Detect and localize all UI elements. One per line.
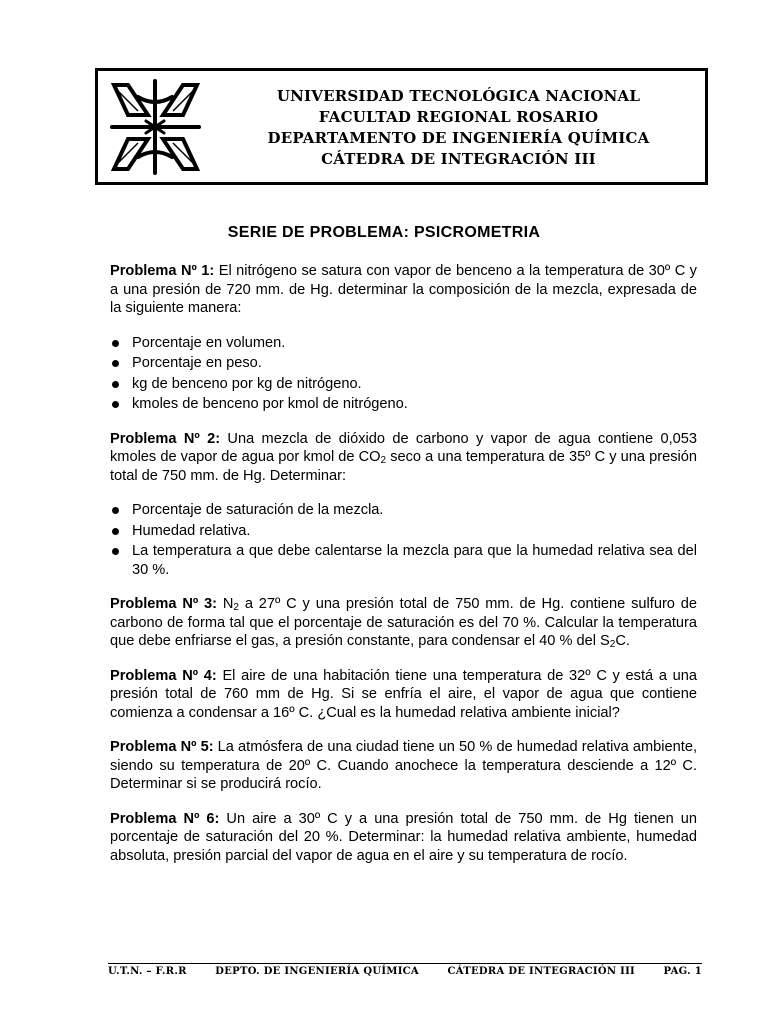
document-title: SERIE DE PROBLEMA: PSICROMETRIA [227,224,541,241]
list-item: La temperatura a que debe calentarse la mezcla para que la humedad relativa sea del 30 %. [110,542,697,579]
problem-2-label: Problema Nº 2: [110,430,221,447]
problem-1 [110,262,697,318]
page-number: PAG. 1 [663,966,702,977]
institution-header [248,86,669,170]
problem-3: Problema Nº 3: $N_2$ a 27º C y una presión total de 750 mm. de Hg. contiene sulfuro de carbono de forma tal que el porcentaje de saturación es del 70 %. Calcular la temperatura que debe enfriarse el gas, a presión constante, para condensar el 40 % del $S_2C$. [110,596,697,650]
problem-1-label: Problema Nº 1: [110,263,215,279]
list-item: kmoles de benceno por kmol de nitrógeno. [110,395,697,414]
bullet-icon [112,401,119,408]
problem-2: Problema Nº 2: Una mezcla de dióxido de carbono y vapor de agua contiene 0,053 kmoles de vapor de agua por kmol de $CO_2$ seco a una temperatura de 35º C y una presión total de 750 mm. de Hg. Determinar: [110,430,697,484]
bullet-icon [112,340,119,347]
problem-4: Problema Nº 4: El aire de una habitación tiene una temperatura de 32º C y está a una presión total de 760 mm de Hg. Si se enfría el aire, el vapor de agua que contiene comienza a condensar a 16º C. ¿Cual es la humedad relativa ambiente inicial? [110,667,697,721]
problem-5: Problema Nº 5: La atmósfera de una ciudad tiene un 50 % de humedad relativa ambiente, siendo su temperatura de 20º C. Cuando anochece la temperatura desciende a 12º C. Determinar si se producirá rocío. [110,739,697,792]
bullet-icon [112,507,119,514]
bullet-icon [112,381,119,388]
department-name: DEPARTAMENTO DE INGENIERÍA QUÍMICA [267,129,650,147]
footer-divider [108,963,702,964]
problem-6: Problema Nº 6: Un aire a 30º C y a una presión total de 750 mm. de Hg tienen un porcentaje de saturación del 20 %. Determinar: la humedad relativa ambiente, humedad absoluta, presión parcial del vapor de agua en el aire y su temperatura de rocío. [110,810,697,864]
problem-1-text: El nitrógeno se satura con vapor de benceno a la temperatura de 30º C y a una presión de 720 mm. de Hg. determinar la composición de la mezcla, expresada de la siguiente manera: [110,263,697,316]
problem-2-bullets [110,501,697,579]
problem-3-label: Problema Nº 3: [110,596,218,612]
list-item: kg de benceno por kg de nitrógeno. [110,375,697,394]
problem-5-label: Problema Nº 5: [110,739,214,755]
bullet-icon [112,548,119,555]
university-name: UNIVERSIDAD TECNOLÓGICA NACIONAL [276,87,641,105]
header-box [95,68,708,185]
bullet-icon [112,528,119,535]
utn-logo-icon [108,77,203,177]
footer-institution: U.T.N. – F.R.R [108,966,187,977]
footer-department: DEPTO. DE INGENIERÍA QUÍMICA [215,966,419,977]
bullet-icon [112,360,119,367]
list-item: Porcentaje en volumen. [110,334,697,353]
problem-6-label: Problema Nº 6: [110,810,220,827]
footer-chair: CÁTEDRA DE INTEGRACIÓN III [447,966,636,977]
list-item: Humedad relativa. [110,522,697,541]
chair-name: CÁTEDRA DE INTEGRACIÓN III [321,150,596,168]
problem-1-bullets [110,334,697,414]
list-item: Porcentaje en peso. [110,354,697,373]
problem-list [110,262,697,881]
problem-4-label: Problema Nº 4: [110,667,217,684]
faculty-name: FACULTAD REGIONAL ROSARIO [318,108,599,126]
list-item: Porcentaje de saturación de la mezcla. [110,501,697,520]
page-footer [108,966,702,977]
